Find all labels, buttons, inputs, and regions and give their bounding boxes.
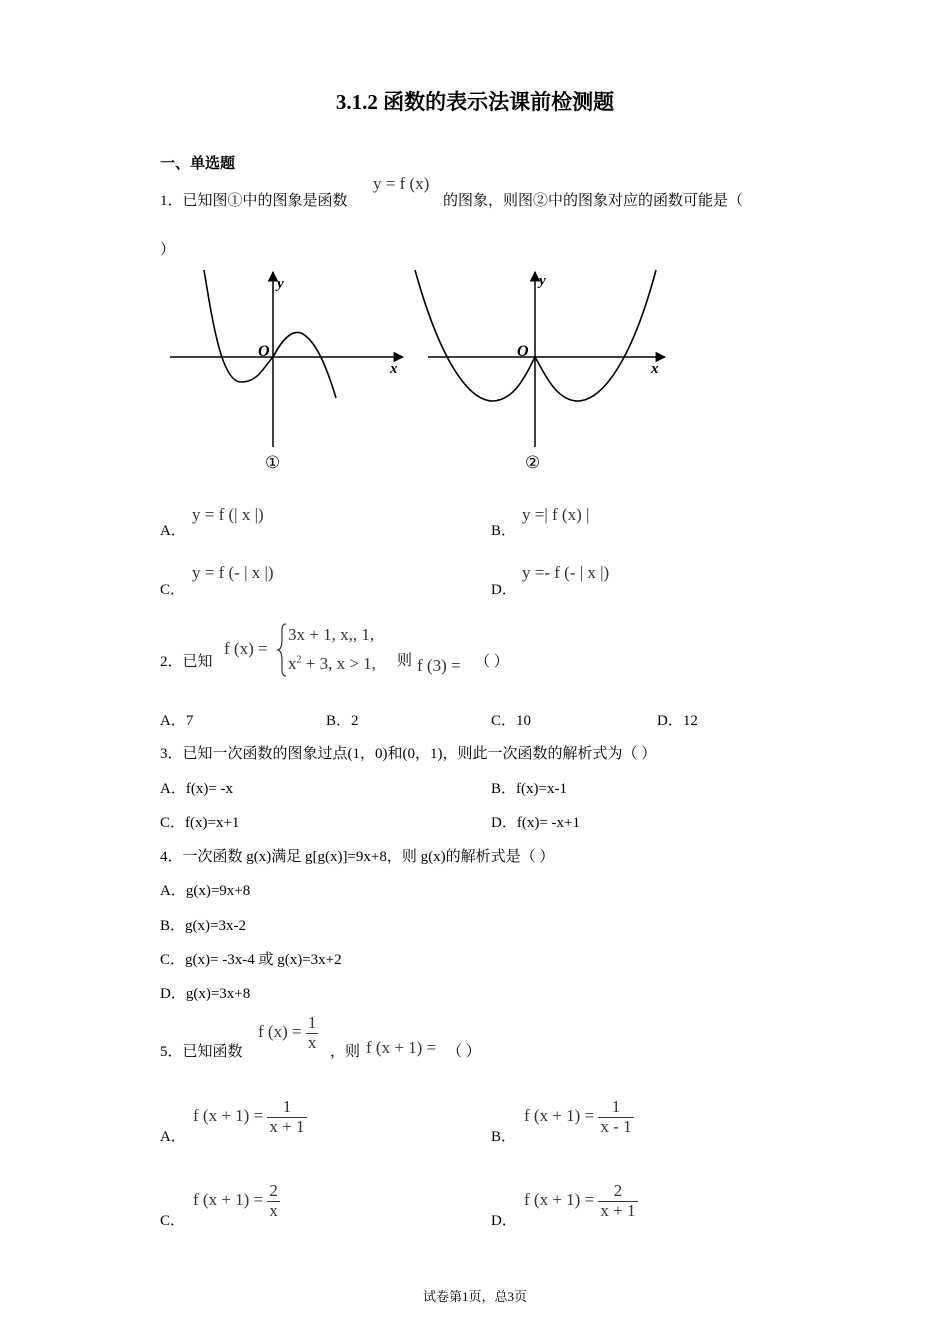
q1-stem-close: ） xyxy=(160,242,176,258)
q2-case-2 xyxy=(288,654,376,674)
q2-fx: f (x) = xyxy=(224,639,268,658)
graph-2 xyxy=(415,270,665,472)
q2-option-d: D．12 xyxy=(657,713,698,729)
g1-y-label: y xyxy=(277,276,284,292)
g2-y-label: y xyxy=(539,273,546,289)
q3-option-d: D．f(x)= -x+1 xyxy=(491,815,580,831)
q5-option-b: f (x + 1) = $\frac{1}{x - 1}$ xyxy=(524,1097,632,1136)
q5-option-b-label: B． xyxy=(491,1129,517,1145)
q3-option-b: B．f(x)=x-1 xyxy=(491,781,567,797)
q2-f3: f (3) = xyxy=(417,656,461,675)
g1-origin-label: O xyxy=(258,343,270,360)
g2-curve-left xyxy=(415,270,535,401)
q5-numerator: 1 xyxy=(307,1013,317,1032)
q4-option-d: D．g(x)=3x+8 xyxy=(160,986,251,1002)
q5-option-c: f (x + 1) = $\frac{2}{x}$ xyxy=(193,1181,278,1220)
g2-origin-label: O xyxy=(517,343,529,360)
q2-option-b: B．2 xyxy=(326,713,359,729)
q2-case-2-base: x xyxy=(288,654,297,673)
graph-1 xyxy=(170,270,403,472)
q5-fx1: f (x + 1) = xyxy=(366,1038,437,1057)
q1-option-d-label: D． xyxy=(491,582,517,598)
q1-option-d: y =- f (- | x |) xyxy=(522,563,610,582)
q3-stem: 3．已知一次函数的图象过点(1，0)和(0，1)，则此一次函数的解析式为（ ） xyxy=(160,746,657,762)
q1-figure xyxy=(160,262,680,477)
q5-then: ，则 xyxy=(330,1044,361,1060)
g1-x-label: x xyxy=(390,361,398,377)
g2-curve-right xyxy=(535,270,656,401)
q1-stem-start: 1．已知图①中的图象是函数 xyxy=(160,193,348,209)
q5-option-a-label: A． xyxy=(160,1129,186,1145)
q2-case-1: 3x + 1, x,, 1, xyxy=(288,625,375,644)
q5-option-d: f (x + 1) = $\frac{2}{x + 1}$ xyxy=(524,1181,636,1220)
q5-stem: 5．已知函数 xyxy=(160,1044,243,1060)
q2-case-2-rest: + 3, x > 1, xyxy=(301,654,376,673)
q4-option-c: C．g(x)= -3x-4 或 g(x)=3x+2 xyxy=(160,952,342,968)
q2-option-a: A．7 xyxy=(160,713,194,729)
q1-option-a: y = f (| x |) xyxy=(192,505,264,524)
q5-function-def: f (x) = $\frac{1}{x}$ xyxy=(258,1013,317,1052)
q4-option-b: B．g(x)=3x-2 xyxy=(160,918,246,934)
q5-option-d-label: D． xyxy=(491,1213,517,1229)
q1-option-b-label: B． xyxy=(491,523,517,539)
q1-option-c: y = f (- | x |) xyxy=(192,563,274,582)
q1-option-b: y =| f (x) | xyxy=(522,505,590,524)
q2-paren: （ ） xyxy=(475,654,509,670)
q2-brace xyxy=(276,622,288,678)
section-heading: 一、单选题 xyxy=(160,156,236,172)
q2-stem: 2．已知 xyxy=(160,654,213,670)
g2-x-label: x xyxy=(651,361,659,377)
q4-option-a: A．g(x)=9x+8 xyxy=(160,883,251,899)
g1-curve xyxy=(204,270,336,398)
q1-stem-end: 的图象，则图②中的图象对应的函数可能是（ xyxy=(443,193,744,209)
page-title: 3.1.2 函数的表示法课前检测题 xyxy=(335,90,615,114)
g2-number: ② xyxy=(525,453,541,472)
q5-option-c-label: C． xyxy=(160,1213,186,1229)
q1-formula: y = f (x) xyxy=(373,174,430,193)
q5-option-a: f (x + 1) = $\frac{1}{x + 1}$ xyxy=(193,1097,305,1136)
q1-option-a-label: A． xyxy=(160,523,186,539)
q2-case-2-exp: 2 xyxy=(296,654,302,666)
q2-option-c: C．10 xyxy=(491,713,532,729)
q5-paren: （ ） xyxy=(447,1044,481,1060)
q3-option-c: C．f(x)=x+1 xyxy=(160,815,240,831)
page-footer: 试卷第1页，总3页 xyxy=(422,1289,527,1304)
q1-option-c-label: C． xyxy=(160,582,186,598)
q4-stem: 4．一次函数 g(x)满足 g[g(x)]=9x+8，则 g(x)的解析式是（ ） xyxy=(160,849,555,865)
q2-then: 则 xyxy=(397,653,413,669)
q5-denominator: x xyxy=(307,1032,317,1052)
q3-option-a: A．f(x)= -x xyxy=(160,781,234,797)
g1-number: ① xyxy=(265,453,281,472)
